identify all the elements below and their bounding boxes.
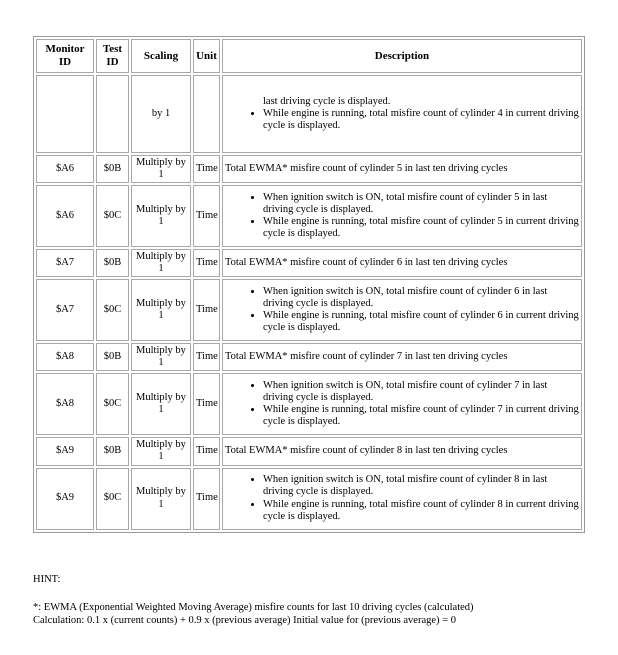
table-row xyxy=(36,279,582,341)
header-monitor-id: Monitor ID xyxy=(36,39,94,73)
description-bullets xyxy=(225,380,579,428)
table-row xyxy=(36,185,582,247)
hint-notes xyxy=(33,602,603,627)
cell-monitor-id: $A8 xyxy=(36,343,94,371)
cell-test-id: $0B xyxy=(96,155,129,183)
bullet-item: • When ignition switch is ON, total misfire count of cylinder 8 in last driving cycle is displayed. xyxy=(263,474,579,498)
cell-unit: Time xyxy=(193,155,220,183)
table-row xyxy=(36,468,582,530)
table-row xyxy=(36,249,582,277)
cell-description: Total EWMA* misfire count of cylinder 5 in last ten driving cycles xyxy=(222,155,582,183)
cell-monitor-id: $A9 xyxy=(36,468,94,530)
cell-unit: Time xyxy=(193,185,220,247)
cell-unit: Time xyxy=(193,437,220,465)
hint-label: HINT: xyxy=(33,574,61,585)
description-bullets xyxy=(225,192,579,240)
cell-scaling: Multiply by 1 xyxy=(131,155,191,183)
cell-description xyxy=(222,373,582,435)
cell-scaling: Multiply by 1 xyxy=(131,373,191,435)
table-row xyxy=(36,343,582,371)
calculation-note: Calculation: 0.1 x (current counts) + 0.9 x (previous average) Initial value for (previous average) = 0 xyxy=(33,614,456,626)
description-bullets xyxy=(225,108,579,132)
cell-monitor-id: $A7 xyxy=(36,279,94,341)
cell-unit: Time xyxy=(193,279,220,341)
cell-scaling: Multiply by 1 xyxy=(131,437,191,465)
cell-test-id: $0C xyxy=(96,279,129,341)
description-continuation: last driving cycle is displayed. xyxy=(263,95,391,107)
cell-scaling: Multiply by 1 xyxy=(131,249,191,277)
cell-test-id: $0C xyxy=(96,373,129,435)
cell-monitor-id: $A8 xyxy=(36,373,94,435)
cell-scaling: Multiply by 1 xyxy=(131,468,191,530)
cell-description: Total EWMA* misfire count of cylinder 6 in last ten driving cycles xyxy=(222,249,582,277)
cell-unit: Time xyxy=(193,249,220,277)
cell-test-id: $0C xyxy=(96,468,129,530)
description-bullets xyxy=(225,474,579,522)
cell-test-id: $0C xyxy=(96,185,129,247)
bullet-item: • When ignition switch is ON, total misfire count of cylinder 6 in last driving cycle is displayed. xyxy=(263,286,579,310)
cell-description xyxy=(222,185,582,247)
cell-scaling: by 1 xyxy=(131,75,191,153)
cell-unit: Time xyxy=(193,373,220,435)
cell-test-id: $0B xyxy=(96,437,129,465)
ewma-footnote: *: EWMA (Exponential Weighted Moving Average) misfire counts for last 10 driving cycles (calculated) xyxy=(33,602,474,613)
table-header-row xyxy=(36,39,582,73)
cell-monitor-id: $A6 xyxy=(36,185,94,247)
description-bullets xyxy=(225,286,579,334)
header-test-id: Test ID xyxy=(96,39,129,73)
cell-unit: Time xyxy=(193,343,220,371)
table-row xyxy=(36,373,582,435)
cell-monitor-id xyxy=(36,75,94,153)
monitor-test-table xyxy=(33,36,585,533)
bullet-item: • When ignition switch is ON, total misfire count of cylinder 5 in last driving cycle is displayed. xyxy=(263,192,579,216)
cell-scaling: Multiply by 1 xyxy=(131,343,191,371)
header-unit: Unit xyxy=(193,39,220,73)
cell-description xyxy=(222,75,582,153)
cell-test-id xyxy=(96,75,129,153)
cell-description: Total EWMA* misfire count of cylinder 8 in last ten driving cycles xyxy=(222,437,582,465)
bullet-item: • While engine is running, total misfire count of cylinder 8 in current driving cycle is displayed. xyxy=(263,499,579,523)
cell-description xyxy=(222,279,582,341)
cell-unit xyxy=(193,75,220,153)
cell-test-id: $0B xyxy=(96,343,129,371)
header-description: Description xyxy=(222,39,582,73)
cell-test-id: $0B xyxy=(96,249,129,277)
table-row xyxy=(36,437,582,465)
bullet-item: • While engine is running, total misfire count of cylinder 6 in current driving cycle is displayed. xyxy=(263,310,579,334)
cell-monitor-id: $A6 xyxy=(36,155,94,183)
bullet-item: • While engine is running, total misfire count of cylinder 7 in current driving cycle is displayed. xyxy=(263,404,579,428)
cell-description: Total EWMA* misfire count of cylinder 7 in last ten driving cycles xyxy=(222,343,582,371)
cell-unit: Time xyxy=(193,468,220,530)
cell-scaling: Multiply by 1 xyxy=(131,185,191,247)
bullet-item: • When ignition switch is ON, total misfire count of cylinder 7 in last driving cycle is displayed. xyxy=(263,380,579,404)
table-row xyxy=(36,155,582,183)
header-scaling: Scaling xyxy=(131,39,191,73)
cell-monitor-id: $A7 xyxy=(36,249,94,277)
bullet-item: • While engine is running, total misfire count of cylinder 4 in current driving cycle is displayed. xyxy=(263,108,579,132)
bullet-item: • While engine is running, total misfire count of cylinder 5 in current driving cycle is displayed. xyxy=(263,216,579,240)
table-row xyxy=(36,75,582,153)
cell-scaling: Multiply by 1 xyxy=(131,279,191,341)
cell-monitor-id: $A9 xyxy=(36,437,94,465)
cell-description xyxy=(222,468,582,530)
